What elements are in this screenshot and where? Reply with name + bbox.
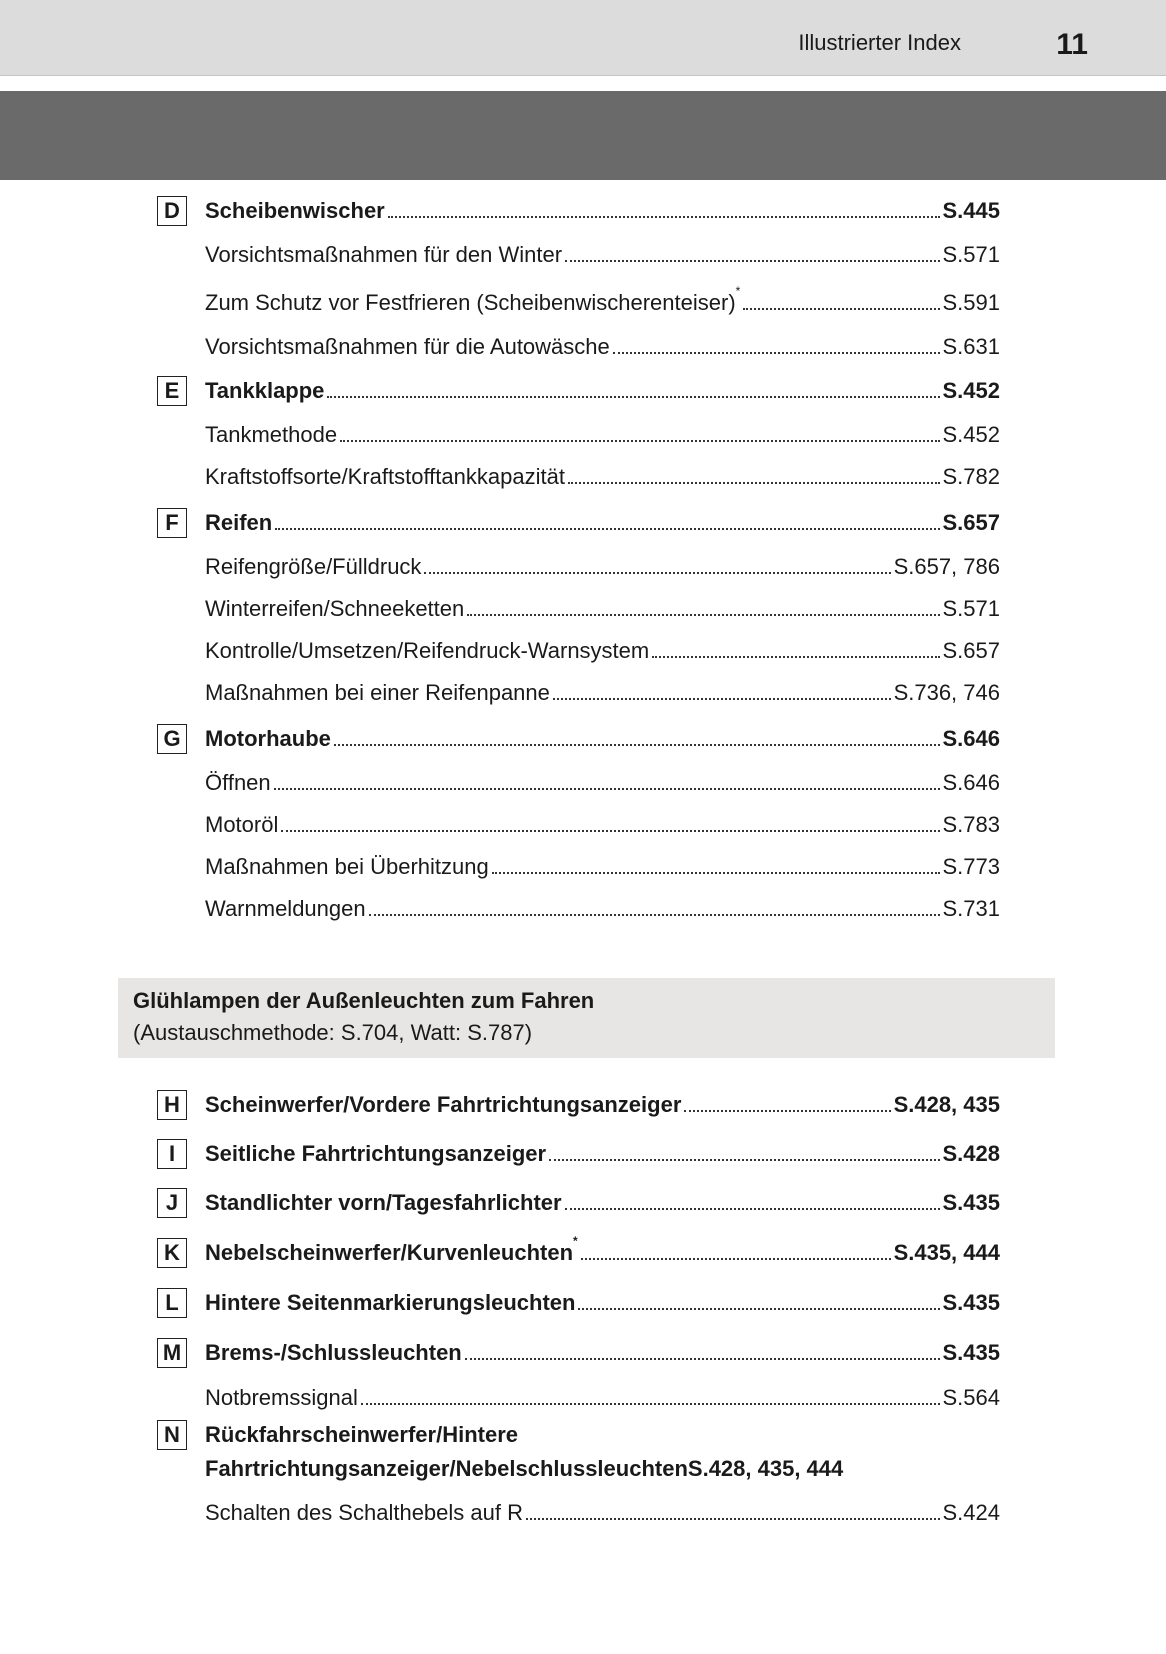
entry-page[interactable]: S.435 xyxy=(942,1190,1000,1215)
callout-letter-k: K xyxy=(157,1238,187,1268)
entry-label: Warnmeldungen xyxy=(205,896,366,921)
index-entry[interactable] xyxy=(205,330,1000,360)
index-entry[interactable] xyxy=(205,1418,1035,1486)
section-title: Glühlampen der Außenleuchten zum Fahren xyxy=(133,988,595,1013)
entry-label: Motoröl xyxy=(205,812,279,837)
page-header xyxy=(0,0,1166,76)
index-entry[interactable] xyxy=(205,1286,1000,1316)
entry-page[interactable]: S.571 xyxy=(942,596,1000,621)
dot-leader xyxy=(327,396,939,398)
dot-leader xyxy=(565,260,939,262)
dot-leader xyxy=(581,1258,891,1260)
entry-page[interactable]: S.783 xyxy=(942,812,1000,837)
dot-leader xyxy=(613,352,940,354)
entry-label: Reifengröße/Fülldruck xyxy=(205,554,422,579)
entry-page[interactable]: S.428 xyxy=(942,1141,1000,1166)
entry-label: Maßnahmen bei einer Reifenpanne xyxy=(205,680,550,705)
section-subtitle: (Austauschmethode: S.704, Watt: S.787) xyxy=(133,1020,533,1045)
page-number: 11 xyxy=(1056,28,1088,61)
index-entry[interactable] xyxy=(205,550,1000,580)
entry-page[interactable]: S.646 xyxy=(942,770,1000,795)
footnote-marker: * xyxy=(735,284,741,298)
entry-page[interactable]: S.564 xyxy=(942,1385,1000,1410)
index-entry[interactable] xyxy=(205,634,1000,664)
dot-leader xyxy=(743,308,939,310)
index-entry[interactable] xyxy=(205,194,1000,224)
section-box xyxy=(118,978,1055,1058)
entry-label: Rückfahrscheinwerfer/Hintere Fahrtrichtungsanzeiger/Nebelschlussleuchten xyxy=(205,1422,688,1481)
index-entry[interactable] xyxy=(205,592,1000,622)
entry-label: Scheinwerfer/Vordere Fahrtrichtungsanzeiger xyxy=(205,1092,682,1117)
entry-page[interactable]: S.435 xyxy=(942,1290,1000,1315)
dot-leader xyxy=(565,1208,940,1210)
entry-label: Standlichter vorn/Tagesfahrlichter xyxy=(205,1190,562,1215)
entry-page[interactable]: S.731 xyxy=(942,896,1000,921)
entry-page[interactable]: S.773 xyxy=(942,854,1000,879)
callout-letter-h: H xyxy=(157,1090,187,1120)
entry-page[interactable]: S.782 xyxy=(942,464,1000,489)
dot-leader xyxy=(274,788,940,790)
entry-label: Tankmethode xyxy=(205,422,338,447)
entry-page[interactable]: S.631 xyxy=(942,334,1000,359)
entry-page[interactable]: S.452 xyxy=(942,422,1000,447)
entry-label: Notbremssignal xyxy=(205,1385,358,1410)
entry-label: Zum Schutz vor Festfrieren (Scheibenwischerenteiser)* xyxy=(205,284,741,315)
entry-label: Brems-/Schlussleuchten xyxy=(205,1340,462,1365)
dot-leader xyxy=(553,698,891,700)
entry-page[interactable]: S.428, 435 xyxy=(893,1092,1000,1117)
entry-page[interactable]: S.736, 746 xyxy=(893,680,1000,705)
index-entry[interactable] xyxy=(205,418,1000,448)
entry-label: Hintere Seitenmarkierungsleuchten xyxy=(205,1290,576,1315)
callout-letter-f: F xyxy=(157,508,187,538)
index-entry[interactable] xyxy=(205,1137,1000,1167)
index-entry[interactable] xyxy=(205,1381,1000,1411)
entry-page[interactable]: S.571 xyxy=(942,242,1000,267)
entry-label: Kontrolle/Umsetzen/Reifendruck-Warnsystem xyxy=(205,638,650,663)
dot-leader xyxy=(281,830,939,832)
entry-label: Vorsichtsmaßnahmen für den Winter xyxy=(205,242,563,267)
entry-label: Kraftstoffsorte/Kraftstofftankkapazität xyxy=(205,464,565,489)
callout-letter-n: N xyxy=(157,1420,187,1450)
index-entry[interactable] xyxy=(205,766,1000,796)
dot-leader xyxy=(275,528,939,530)
index-entry[interactable] xyxy=(205,1088,1000,1118)
entry-page[interactable]: S.445 xyxy=(942,198,1000,223)
dot-leader xyxy=(361,1403,940,1405)
index-entry[interactable] xyxy=(205,286,1000,316)
entry-label: Vorsichtsmaßnahmen für die Autowäsche xyxy=(205,334,610,359)
callout-letter-e: E xyxy=(157,376,187,406)
illustration-band xyxy=(0,91,1166,180)
entry-page[interactable]: S.435 xyxy=(942,1340,1000,1365)
dot-leader xyxy=(465,1358,940,1360)
dot-leader xyxy=(424,572,890,574)
entry-label: Nebelscheinwerfer/Kurvenleuchten* xyxy=(205,1234,578,1265)
entry-label: Reifen xyxy=(205,510,273,535)
index-entry[interactable] xyxy=(205,676,1000,706)
dot-leader xyxy=(549,1159,939,1161)
dot-leader xyxy=(652,656,939,658)
entry-label: Maßnahmen bei Überhitzung xyxy=(205,854,489,879)
index-entry[interactable] xyxy=(205,238,1000,268)
dot-leader xyxy=(388,216,940,218)
index-entry[interactable] xyxy=(205,374,1000,404)
entry-label: Seitliche Fahrtrichtungsanzeiger xyxy=(205,1141,547,1166)
dot-leader xyxy=(467,614,939,616)
entry-label: Scheibenwischer xyxy=(205,198,385,223)
callout-letter-m: M xyxy=(157,1338,187,1368)
entry-page[interactable]: S.657 xyxy=(942,510,1000,535)
entry-page[interactable]: S.435, 444 xyxy=(893,1240,1000,1265)
entry-page[interactable]: S.657, 786 xyxy=(893,554,1000,579)
entry-label: Tankklappe xyxy=(205,378,325,403)
index-entry[interactable] xyxy=(205,722,1000,752)
entry-page[interactable]: S.424 xyxy=(942,1500,1000,1525)
index-entry[interactable] xyxy=(205,1186,1000,1216)
entry-page[interactable]: S.591 xyxy=(942,290,1000,315)
dot-leader xyxy=(369,914,940,916)
callout-letter-d: D xyxy=(157,196,187,226)
index-entry[interactable] xyxy=(205,506,1000,536)
entry-page[interactable]: S.646 xyxy=(942,726,1000,751)
header-title: Illustrierter Index xyxy=(798,30,961,55)
dot-leader xyxy=(568,482,940,484)
callout-letter-i: I xyxy=(157,1139,187,1169)
entry-label: Öffnen xyxy=(205,770,271,795)
dot-leader xyxy=(334,744,940,746)
entry-page[interactable]: S.428, 435, 444 xyxy=(687,1456,844,1481)
index-entry[interactable] xyxy=(205,1236,1000,1266)
callout-letter-j: J xyxy=(157,1188,187,1218)
callout-letter-l: L xyxy=(157,1288,187,1318)
callout-letter-g: G xyxy=(157,724,187,754)
entry-page[interactable]: S.452 xyxy=(942,378,1000,403)
dot-leader xyxy=(578,1308,939,1310)
index-entry[interactable] xyxy=(205,1496,1000,1526)
dot-leader xyxy=(684,1110,890,1112)
index-entry[interactable] xyxy=(205,1336,1000,1366)
entry-page[interactable]: S.657 xyxy=(942,638,1000,663)
entry-label: Motorhaube xyxy=(205,726,331,751)
dot-leader xyxy=(526,1518,940,1520)
index-entry[interactable] xyxy=(205,460,1000,490)
index-entry[interactable] xyxy=(205,892,1000,922)
entry-label: Schalten des Schalthebels auf R xyxy=(205,1500,523,1525)
entry-label: Winterreifen/Schneeketten xyxy=(205,596,465,621)
index-entry[interactable] xyxy=(205,808,1000,838)
dot-leader xyxy=(340,440,939,442)
dot-leader xyxy=(492,872,940,874)
footnote-marker: * xyxy=(573,1234,578,1248)
index-entry[interactable] xyxy=(205,850,1000,880)
